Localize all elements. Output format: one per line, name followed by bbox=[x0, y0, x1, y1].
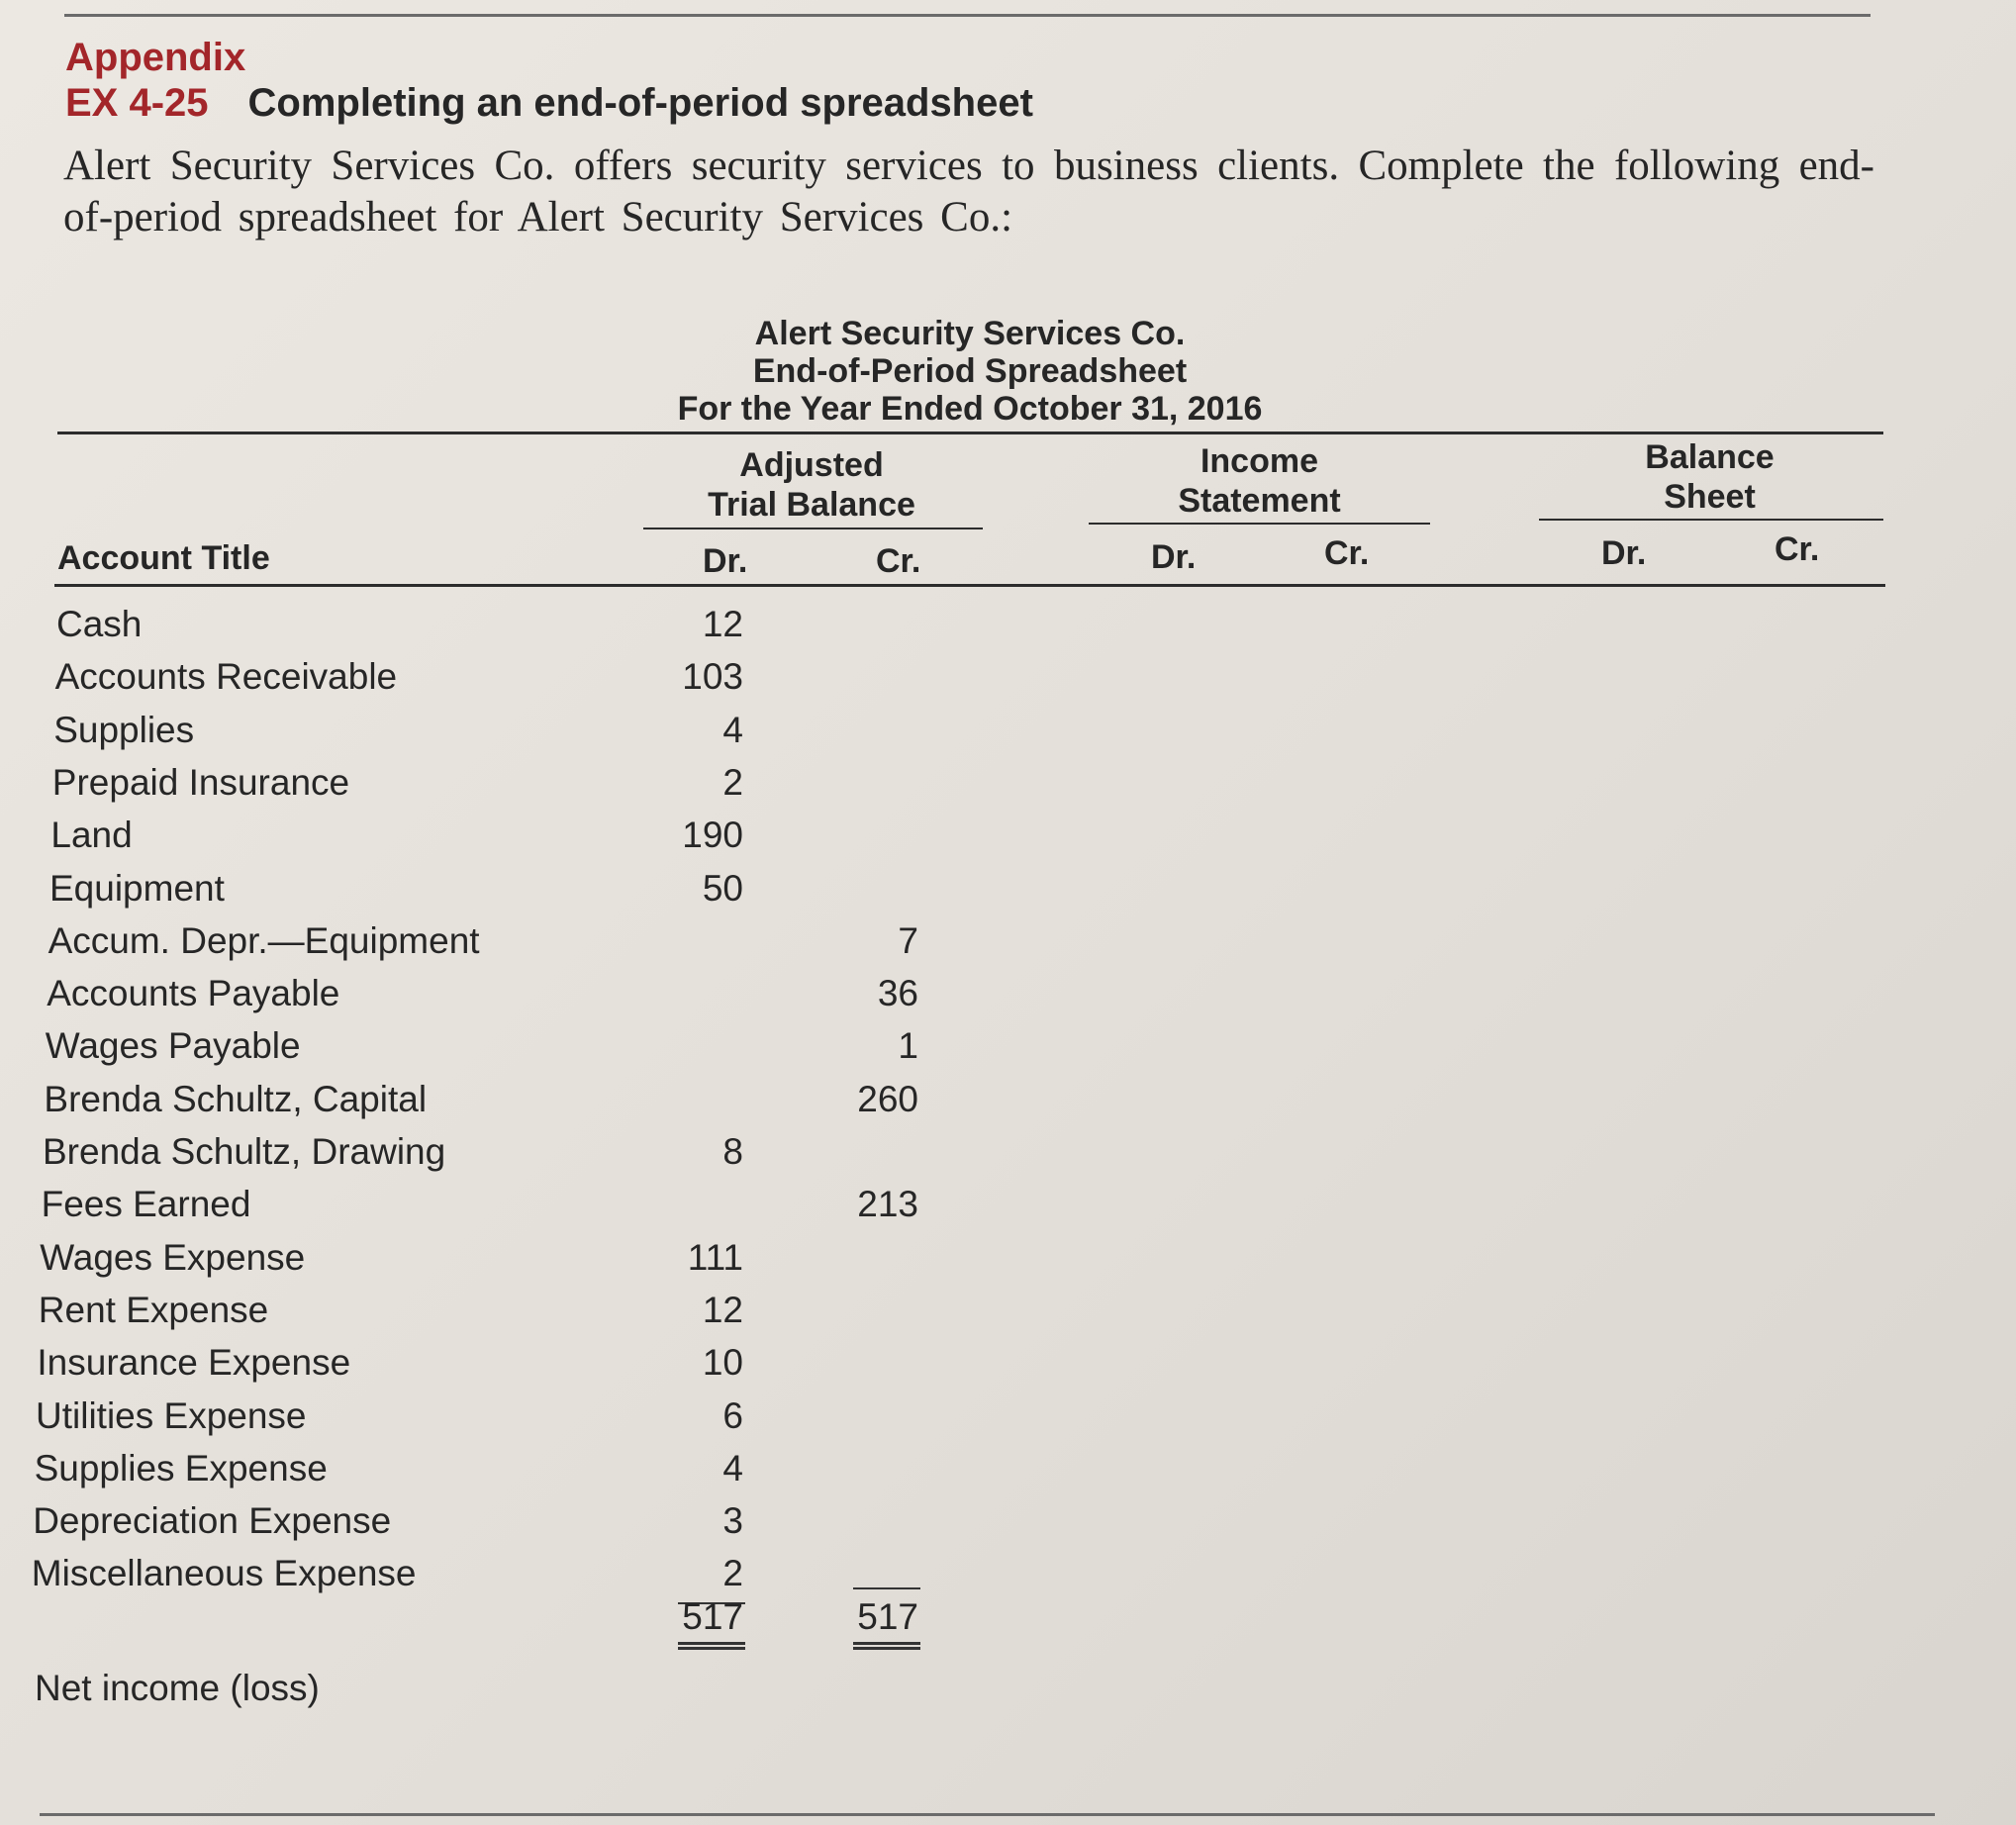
is-rule bbox=[1089, 523, 1430, 525]
period-label: For the Year Ended October 31, 2016 bbox=[677, 390, 1263, 428]
atb-cr-total-underline bbox=[853, 1587, 920, 1589]
spreadsheet-name: End-of-Period Spreadsheet bbox=[752, 352, 1188, 390]
account-title: Equipment bbox=[49, 867, 225, 909]
header-rule bbox=[57, 432, 1883, 434]
atb-dr-value: 8 bbox=[722, 1131, 743, 1172]
exercise-intro: Alert Security Services Co. offers security services to business clients. Complete the following end-of-period spreadsheet for Alert Security Services Co.: bbox=[63, 143, 1874, 240]
top-rule bbox=[64, 14, 1871, 17]
bs-cr-heading: Cr. bbox=[1775, 530, 1820, 568]
atb-dr-value: 2 bbox=[722, 1553, 743, 1594]
atb-dr-value: 111 bbox=[687, 1236, 743, 1278]
account-title: Accounts Receivable bbox=[54, 656, 398, 698]
atb-cr-value: 213 bbox=[857, 1184, 918, 1225]
bs-dr-heading: Dr. bbox=[1601, 534, 1647, 572]
atb-dr-value: 12 bbox=[702, 604, 743, 644]
account-title: Depreciation Expense bbox=[33, 1500, 392, 1542]
atb-dr-value: 4 bbox=[722, 709, 743, 750]
account-title-heading: Account Title bbox=[57, 539, 270, 577]
atb-dr-value: 4 bbox=[722, 1447, 743, 1489]
net-income-label: Net income (loss) bbox=[35, 1668, 320, 1708]
column-heading-rule bbox=[54, 584, 1885, 587]
exercise-number: EX 4-25 bbox=[65, 81, 209, 125]
exercise-title: Completing an end-of-period spreadsheet bbox=[247, 81, 1033, 125]
account-title: Insurance Expense bbox=[37, 1342, 351, 1384]
total-cr: 517 bbox=[857, 1596, 918, 1637]
atb-cr-value: 7 bbox=[898, 919, 918, 961]
atb-rule bbox=[643, 528, 983, 529]
appendix-label: Appendix bbox=[65, 36, 246, 79]
total-cr-double-underline bbox=[853, 1642, 920, 1650]
total-dr: 517 bbox=[682, 1596, 743, 1637]
account-title: Cash bbox=[56, 604, 143, 644]
total-dr-double-underline bbox=[678, 1642, 745, 1650]
atb-cr-value: 36 bbox=[877, 973, 918, 1014]
bs-rule bbox=[1539, 519, 1883, 521]
account-title: Utilities Expense bbox=[36, 1394, 307, 1436]
account-title: Accum. Depr.—Equipment bbox=[48, 919, 480, 961]
spreadsheet-title bbox=[643, 315, 1296, 428]
atb-dr-value: 10 bbox=[702, 1342, 743, 1384]
atb-dr-value: 50 bbox=[702, 867, 743, 909]
atb-dr-value: 12 bbox=[702, 1289, 743, 1330]
income-statement-heading: Income Statement bbox=[1178, 442, 1341, 520]
atb-dr-value: 3 bbox=[722, 1500, 743, 1542]
exercise-heading bbox=[65, 81, 1033, 126]
account-title: Supplies bbox=[53, 709, 195, 750]
account-title: Miscellaneous Expense bbox=[31, 1553, 417, 1594]
atb-cr-heading: Cr. bbox=[876, 542, 921, 580]
atb-dr-value: 2 bbox=[722, 761, 743, 803]
adjusted-trial-balance-heading: Adjusted Trial Balance bbox=[708, 446, 915, 524]
account-title: Wages Expense bbox=[40, 1236, 306, 1278]
atb-dr-value: 6 bbox=[722, 1394, 743, 1436]
atb-dr-value: 190 bbox=[682, 815, 743, 856]
account-title: Prepaid Insurance bbox=[51, 761, 350, 803]
atb-cr-value: 1 bbox=[898, 1025, 918, 1067]
atb-cr-value: 260 bbox=[857, 1078, 918, 1119]
account-title: Accounts Payable bbox=[47, 973, 340, 1014]
atb-dr-heading: Dr. bbox=[703, 542, 748, 580]
account-title: Fees Earned bbox=[41, 1184, 251, 1225]
account-title: Wages Payable bbox=[45, 1025, 301, 1067]
is-cr-heading: Cr. bbox=[1324, 534, 1370, 572]
account-title: Rent Expense bbox=[38, 1289, 269, 1330]
account-title: Brenda Schultz, Capital bbox=[44, 1078, 428, 1119]
account-title: Brenda Schultz, Drawing bbox=[43, 1131, 446, 1172]
account-title: Land bbox=[50, 815, 133, 856]
atb-dr-value: 103 bbox=[682, 656, 743, 698]
bottom-rule bbox=[40, 1813, 1935, 1816]
account-title: Supplies Expense bbox=[34, 1447, 328, 1489]
balance-sheet-heading: Balance Sheet bbox=[1645, 438, 1775, 516]
company-name: Alert Security Services Co. bbox=[754, 315, 1186, 352]
is-dr-heading: Dr. bbox=[1151, 538, 1197, 576]
